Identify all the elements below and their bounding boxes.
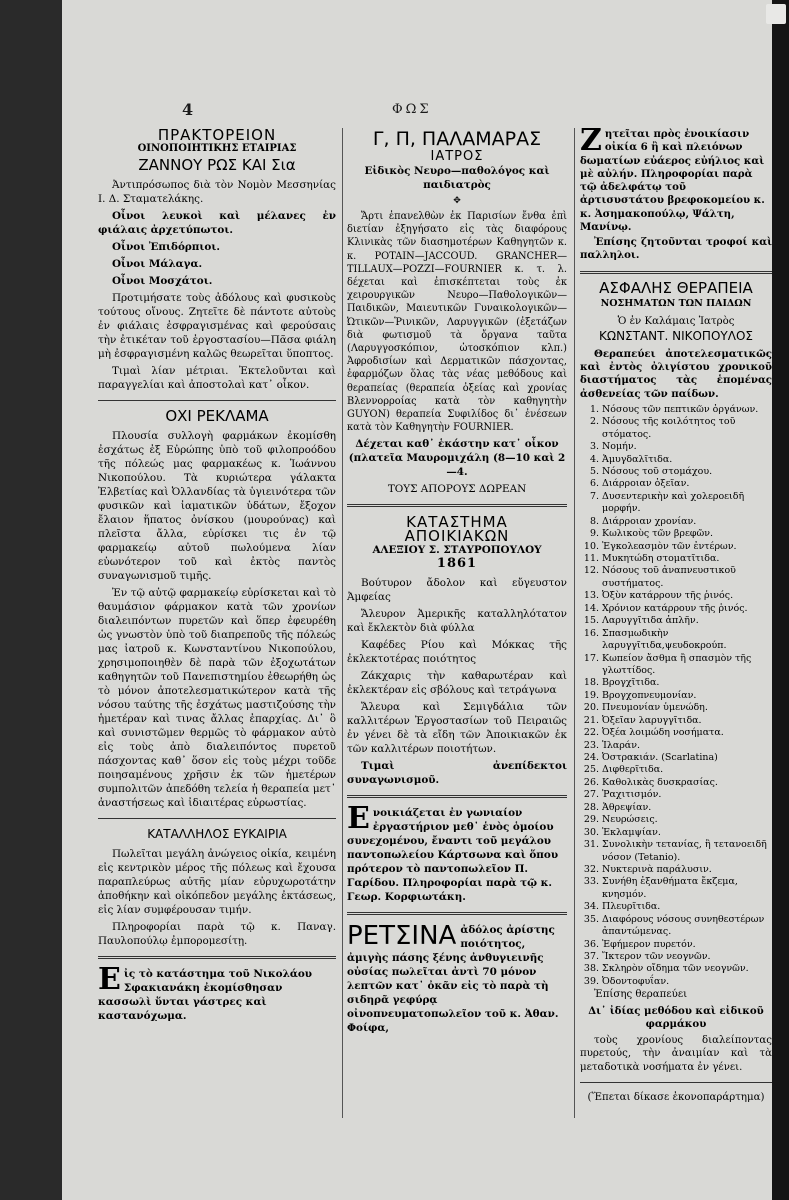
store-year: 1861 — [436, 556, 478, 572]
ad-paragraph: Ἐν τῷ αὐτῷ φαρμακείῳ εὑρίσκεται καὶ τὸ θαυμάσιον φάρμακον κατὰ τῶν χρονίων διαλειπόντων πυρετῶν καὶ ὅπερ ἐφευρέθη ὡς γνωστὸν ὑπὸ τοῦ διαπρεποῦς τῆς πόλεώς μας ἰατροῦ κ. Κωνσταντίνου Νικοπούλου, χρησιμοποιηθὲν δὲ παρὰ τῶν ἐξοχωτάτων καθηγητῶν τοῦ Πανεπιστημίου ἐθεωρήθη ὡς τὸ μόνον ἀποτελεσματικώτερον κατὰ τῆς νόσου ταύτης τῆς ἐσχάτως μαστιζούσης τὴν ἡμετέραν καὶ τινας ἄλλας ἐπαρχίας. Δι᾿ ὃ καὶ συνιστῶμεν θερμῶς τὸ φάρμακον αὐτὸ εἰς τοὺς ἀπὸ διαλειπόντος πυρετοῦ πάσχοντας καθ᾿ ὅσον εἰς τοὺς μέχρι τοῦδε ποιησαμένους χρῆσιν ἐκ τῶν ἡμετέρων συμπολιτῶν ἀπεδόθη τελεία ἡ θεραπεία μετ᾿ ἀναστήσεως καὶ ἰδιαιτέρας εὐρωστίας. — [98, 587, 336, 809]
ad-text: ἰς τὸ κατάστημα τοῦ Νικολάου Σφακιανάκη ἐκομίσθησαν κασσωλὶ ὕνται γάστρες καὶ καστανόχωμα. — [98, 968, 312, 1022]
ad-title: ΑΣΦΑΛΗΣ ΘΕΡΑΠΕΙΑ — [599, 278, 753, 297]
ad-method: Δι᾿ ἰδίας μεθόδου καὶ εἰδικοῦ φαρμάκου — [588, 1004, 764, 1030]
ad-paragraph: Πληροφορίαι παρὰ τῷ κ. Παναγ. Παυλοπούλῳ ἐμπορομεσίτῃ. — [98, 921, 336, 947]
list-item: 23. Ἱλαράν. — [602, 740, 772, 752]
store-owner: ΑΛΕΞΙΟΥ Σ. ΣΤΑΥΡΟΠΟΥΛΟΥ — [372, 544, 542, 557]
ad-subtitle: ΝΟΣΗΜΑΤΩΝ ΤΩΝ ΠΑΙΔΩΝ — [600, 297, 752, 309]
list-item: 38. Σκληρὸν οἴδημα τῶν νεογνῶν. — [602, 963, 772, 975]
ad-subtitle: ΟΙΝΟΠΟΙΗΤΙΚΗΣ ΕΤΑΙΡΙΑΣ — [137, 143, 297, 154]
store-title: ΚΑΤΑΣΤΗΜΑ — [406, 513, 508, 532]
wine-line: Οἶνοι Μάλαγα. — [112, 258, 203, 270]
page-edge — [772, 0, 789, 1200]
divider — [98, 400, 336, 401]
ad-lead: Θεραπεύει ἀποτελεσματικῶς καὶ ἐντὸς ὀλιγίστου χρονικοῦ διαστήματος τὰς ἑπομένας ἀσθενείας τῶν παίδων. — [580, 347, 772, 400]
free-for-poor: ΤΟΥΣ ΑΠΟΡΟΥΣ ΔΩΡΕΑΝ — [387, 483, 527, 496]
corner-mark — [766, 4, 786, 24]
page-number: 4 — [182, 100, 194, 119]
list-item: 21. Ὀξεῖαν λαρυγγῖτιδα. — [602, 715, 772, 727]
drop-cap: Ε — [347, 801, 370, 837]
drop-cap: Ζ — [580, 123, 602, 158]
colonial-store-ad — [347, 515, 567, 787]
store-prices: Τιμαὶ ἀνεπίδεκτοι συναγωνισμοῦ. — [347, 760, 567, 787]
doctor-ad — [347, 128, 567, 496]
list-item: 28. Ἀθρεψίαν. — [602, 802, 772, 814]
list-item: 19. Βρογχοπνευμονίαν. — [602, 690, 772, 702]
shop-ad — [98, 962, 336, 1023]
store-item: Ζάκχαρις τὴν καθαρωτέραν καὶ ἐκλεκτέραν εἰς σβόλους καὶ τετράγωνα — [347, 670, 567, 697]
ornament: ✥ — [453, 196, 461, 206]
ad-text: ητεῖται πρὸς ἐνοικίασιν οἰκία 6 ἢ καὶ πλειόνων δωματίων εὐάερος εὐήλιος καὶ μὲ αὐλήν. Πληροφορίαι παρὰ τῷ ἀδελφάτῳ τοῦ ἀρτισυστάτου βρεφοκομείου κ. κ. Ἀσημακοπούλῳ, Ψάλτη, Μανίνῳ. — [580, 128, 765, 233]
column-divider — [574, 128, 575, 1118]
doctor-name: ΚΩΝΣΤΑΝΤ. ΝΙΚΟΠΟΥΛΟΣ — [599, 329, 753, 344]
list-item: 5. Νόσους τοῦ στομάχου. — [602, 466, 772, 478]
ad-paragraph: Πωλεῖται μεγάλη ἀνώγειος οἰκία, κειμένη εἰς κεντρικὸν μέρος τῆς πόλεως καὶ ἔχουσα παραπλεύρως αὐτῆς μίαν εὐρυχωροτάτην ἀποθήκην καὶ οἰκόπεδον μεγάλης ἐκτάσεως, εἰς λίαν συμφέρουσαν τιμήν. — [98, 848, 336, 916]
list-item: 13. Ὀξὺν κατάρρουν τῆς ῥινός. — [602, 590, 772, 602]
store-item: Ἄλευρα καὶ Σεμιγδάλια τῶν καλλιτέρων Ἐργοστασίων τοῦ Πειραιῶς ἐν γένει δὲ τὰ εἴδη τῶν Ἀποικιακῶν ἐκ τῶν καλλιτέρων ποιοτήτων. — [347, 701, 567, 756]
doctor-specialty: Εἰδικὸς Νευρο—παθολόγος καὶ παιδιατρὸς — [364, 165, 550, 191]
list-item: 6. Διάρροιαν ὀξεῖαν. — [602, 478, 772, 490]
ad-prices: Τιμαὶ λίαν μέτριαι. Ἐκτελοῦνται καὶ παραγγελίαι καὶ ἀποστολαὶ κατ᾿ οἶκον. — [98, 365, 336, 391]
doctor-role: ΙΑΤΡΟΣ — [430, 149, 484, 164]
list-item: 16. Σπασμωδικὴν λαρυγγῖτιδα,ψευδοκρούπ. — [602, 628, 772, 653]
list-item: 11. Μυκητώδη στοματῖτιδα. — [602, 553, 772, 565]
continuation-note: (Ἕπεται δίκασε ἐκονοπαράρτημα) — [587, 1091, 765, 1103]
ad-after: Ἐπίσης θεραπεύει — [594, 989, 688, 1001]
ad-title: ΚΑΤΑΛΛΗΛΟΣ ΕΥΚΑΙΡΙΑ — [147, 827, 287, 841]
list-item: 3. Νομήν. — [602, 441, 772, 453]
store-item: Καφέδες Ρίου καὶ Μόκκας τῆς ἐκλεκτοτέρας ποιότητος — [347, 639, 567, 666]
divider — [347, 504, 567, 507]
store-title: ΑΠΟΙΚΙΑΚΩΝ — [404, 527, 510, 546]
ad-paragraph: Πλουσία συλλογὴ φαρμάκων ἐκομίσθη ἐσχάτως ἐξ Εὐρώπης ὑπὸ τοῦ φιλοπροόδου τῆς πόλεώς μας φαρμακέως κ. Ἰωάννου Νικοπούλου. Τὰ κυριώτερα γάλακτα Ἐλβετίας καὶ Ὀλλανδίας τὰ ὑγιεινότερα τῶν φυσικῶν καὶ ἰαματικῶν ὑδάτων, ἔξοχον ἔλαιον ἥπατος ὀνίσκου (μουρούνας) καὶ πλεῖστα ἄλλα, εὑρίσκει τις ἐν τῷ φαρμακείῳ αὐτοῦ πωλούμενα λίαν εὐωνότερον τοῦ καὶ ἐκτὸς παντὸς συναγωνισμοῦ τιμῆς. — [98, 430, 336, 582]
divider — [347, 912, 567, 915]
list-item: 35. Διαφόρους νόσους συνηθεστέρων ἀπαντώμενας. — [602, 914, 772, 939]
ad-extra: Ἐπίσης ζητοῦνται τροφοί καὶ παλληλοι. — [580, 236, 772, 262]
list-item: 15. Λαρυγγῖτιδα ἀπλῆν. — [602, 615, 772, 627]
list-item: 8. Διάρροιαν χρονίαν. — [602, 516, 772, 528]
wine-line: Οἶνοι Μοσχάτοι. — [112, 275, 213, 287]
pharmacy-ad — [98, 409, 336, 810]
list-item: 31. Συνολικὴν τετανίας, ἢ τετανοειδῆ νόσον (Tetanio). — [602, 839, 772, 864]
list-item: 27. Ῥαχιτισμόν. — [602, 789, 772, 801]
list-item: 39. Ὀδοντοφυΐαν. — [602, 976, 772, 988]
column-3 — [580, 123, 772, 1104]
store-item: Βούτυρον ἄδολον καὶ εὔγευστον Ἀμφείας — [347, 577, 567, 604]
list-item: 12. Νόσους τοῦ ἀναπνευστικοῦ συστήματος. — [602, 565, 772, 590]
office-hours: Δέχεται καθ᾿ ἑκάστην κατ᾿ οἶκον (πλατεῖα Μαυρομιχάλη (8—10 καὶ 2—4. — [348, 438, 566, 479]
list-item: 34. Πλευρῖτιδα. — [602, 901, 772, 913]
masthead: ΦΩΣ — [392, 102, 432, 117]
list-item: 29. Νευρώσεις. — [602, 814, 772, 826]
list-item: 20. Πνευμονίαν ὑμενώδη. — [602, 702, 772, 714]
list-item: 33. Συνήθη ἐξανθήματα ἔκζεμα, κνησμόν. — [602, 876, 772, 901]
column-2 — [347, 128, 567, 1035]
ad-intro: Ὁ ἐν Καλάμαις Ἰατρὸς — [617, 316, 735, 328]
list-item: 36. Ἐφήμερον πυρετόν. — [602, 939, 772, 951]
column-divider — [342, 128, 343, 1118]
list-item: 1. Νόσους τῶν πεπτικῶν ὀργάνων. — [602, 404, 772, 416]
list-item: 24. Ὀστρακιάν. (Scarlatina) — [602, 752, 772, 764]
list-item: 14. Χρόνιον κατάρρουν τῆς ῥινός. — [602, 603, 772, 615]
disease-list — [580, 404, 772, 989]
list-item: 4. Ἀμυγδαλῖτιδα. — [602, 454, 772, 466]
list-item: 37. Ἴκτερον τῶν νεογνῶν. — [602, 951, 772, 963]
representative: Ἀντιπρόσωπος διὰ τὸν Νομὸν Μεσσηνίας Ι. Δ. Σταματελάκης. — [98, 179, 336, 205]
ad-title: ΠΡΑΚΤΟΡΕΙΟΝ — [157, 126, 277, 144]
divider — [580, 271, 772, 274]
house-sale-ad — [98, 827, 336, 948]
pediatric-ad — [580, 278, 772, 1105]
wine-line: Οἶνοι Ἐπιδόρπιοι. — [112, 241, 221, 253]
list-item: 18. Βρογχῖτιδα. — [602, 677, 772, 689]
page-header — [62, 96, 772, 126]
drop-cap: Ε — [98, 962, 121, 997]
firm-name: ΖΑΝΝΟΥ ΡΩΣ ΚΑΙ Σια — [138, 156, 296, 174]
list-item: 9. Κωλικοὺς τῶν βρεφῶν. — [602, 528, 772, 540]
list-item: 30. Ἐκλαμψίαν. — [602, 827, 772, 839]
list-item: 10. Ἐγκολεασμὸν τῶν ἐντέρων. — [602, 541, 772, 553]
retsina-title: ΡΕΤΣΙΝΑ — [347, 921, 457, 952]
ad-text: ἀδόλος ἀρίστης ποιότητος, ἀμιγὴς πάσης ξένης ἀνθυγιεινῆς οὐσίας πωλεῖται ἀντὶ 70 μόνον λεπτῶν κατ᾿ ὀκᾶν εἰς τὸ παρὰ τὴ σιδηρᾶ γεφύρᾳ οἰνοπνευματοπωλεῖον τοῦ κ. Ἀθαν. Φοίφα, — [347, 924, 559, 1035]
list-item: 26. Καθολικὰς δυσκρασίας. — [602, 777, 772, 789]
wine-line: Οἶνοι λευκοὶ καὶ μέλανες ἐν φιάλαις ἀρχετύπωτοι. — [98, 210, 336, 236]
ad-body: Ἄρτι ἐπανελθὼν ἐκ Παρισίων ἔνθα ἐπὶ διετίαν ἐξηγήσατο εἰς τὰς διαφόρους Κλινικὰς τῶν διασημοτέρων Καθηγητῶν κ. κ. POTAIN—JACCOUD. GRANCHER—TILLAUX—POZZI—FOURNIER κ. τ. λ. δέχεται καὶ ἐπισκέπτεται τοὺς ἐκ χειρουργικῶν Νευρο—Παθολογικῶν—Παιδικῶν, Μαιευτικῶν Γυναικολογικῶν—Ὠτικῶν—Ῥινικῶν, Λαρυγγικῶν (ἐξετάζων διὰ φωτισμοῦ τὰ ὄργανα ταῦτα (Λαρυγγοσκόπιον, ὠτοσκόπιον κλπ.) Ἀφροδισίων καὶ Δερματικῶν πάσχοντας, ἐφαρμόζων ὅλας τὰς νέας μεθόδους καὶ θεραπείας (θεραπεία ὀξείας καὶ χρονίας Βλεννορροίας κατὰ τὸν καθηγητὴν GUYON) θεραπεία Συφιλίδος δι᾿ ἐνέσεων κατὰ τὸν Καθηγητὴν FOURNIER. — [347, 211, 567, 434]
doctor-name: Γ, Π, ΠΑΛΑΜΑΡΑΣ — [372, 128, 542, 150]
list-item: 7. Δυσεντερικὴν καὶ χολεροειδῆ μορφήν. — [602, 491, 772, 516]
ad-title: ΟΧΙ ΡΕΚΛΑΜΑ — [165, 407, 269, 425]
ad-method-detail: τοὺς χρονίους διαλείποντας πυρετούς, τὴν ἀναιμίαν καὶ τὰ μεταδοτικὰ νοσήματα ἐν γένει. — [580, 1035, 772, 1073]
ad-text: νοικιάζεται ἐν γωνιαίον ἐργαστήριον μεθ᾿ ἑνὸς ὁμοίου συνεχομένου, ἔναντι τοῦ μεγάλου παντοπωλείου Κάρτσωνα καὶ ὅπου πρότερον τὸ παντοπωλεῖον Π. Γαρίδου. Πληροφορίαι παρὰ τῷ κ. Γεωρ. Κορφιωτάκη. — [347, 807, 559, 904]
list-item: 22. Ὀξέα λοιμώδη νοσήματα. — [602, 727, 772, 739]
divider — [98, 818, 336, 819]
retsina-ad — [347, 923, 567, 1035]
column-1 — [98, 128, 336, 1023]
house-wanted-ad — [580, 123, 772, 263]
list-item: 32. Νυκτερινὰ παράλυσιν. — [602, 864, 772, 876]
list-item: 25. Διφθερῖτιδα. — [602, 764, 772, 776]
list-item: 17. Κωπείον ἄσθμα ἢ σπασμὸν τῆς γλωττίδος. — [602, 653, 772, 678]
wine-agency-ad — [98, 128, 336, 392]
store-item: Ἄλευρον Ἀμερικῆς καταλληλότατον καὶ ἔκλεκτὸν διὰ φύλλα — [347, 608, 567, 635]
divider — [347, 795, 567, 798]
rental-ad — [347, 801, 567, 904]
ad-body: Προτιμήσατε τοὺς ἀδόλους καὶ φυσικοὺς τούτους οἴνους. Ζητεῖτε δὲ πάντοτε αὐτοὺς ἐν φιάλαις ἐσφραγισμένας καὶ φερούσαις τὴν ἐτικέταν τοῦ ἐργοστασίου—Πᾶσα φιάλη μὴ ἐσφραγισμένη καλῶς θεωρεῖται ὕποπτος. — [98, 292, 336, 360]
divider — [98, 956, 336, 959]
divider — [580, 1082, 772, 1083]
list-item: 2. Νόσους τῆς κοιλότητος τοῦ στόματος. — [602, 416, 772, 441]
